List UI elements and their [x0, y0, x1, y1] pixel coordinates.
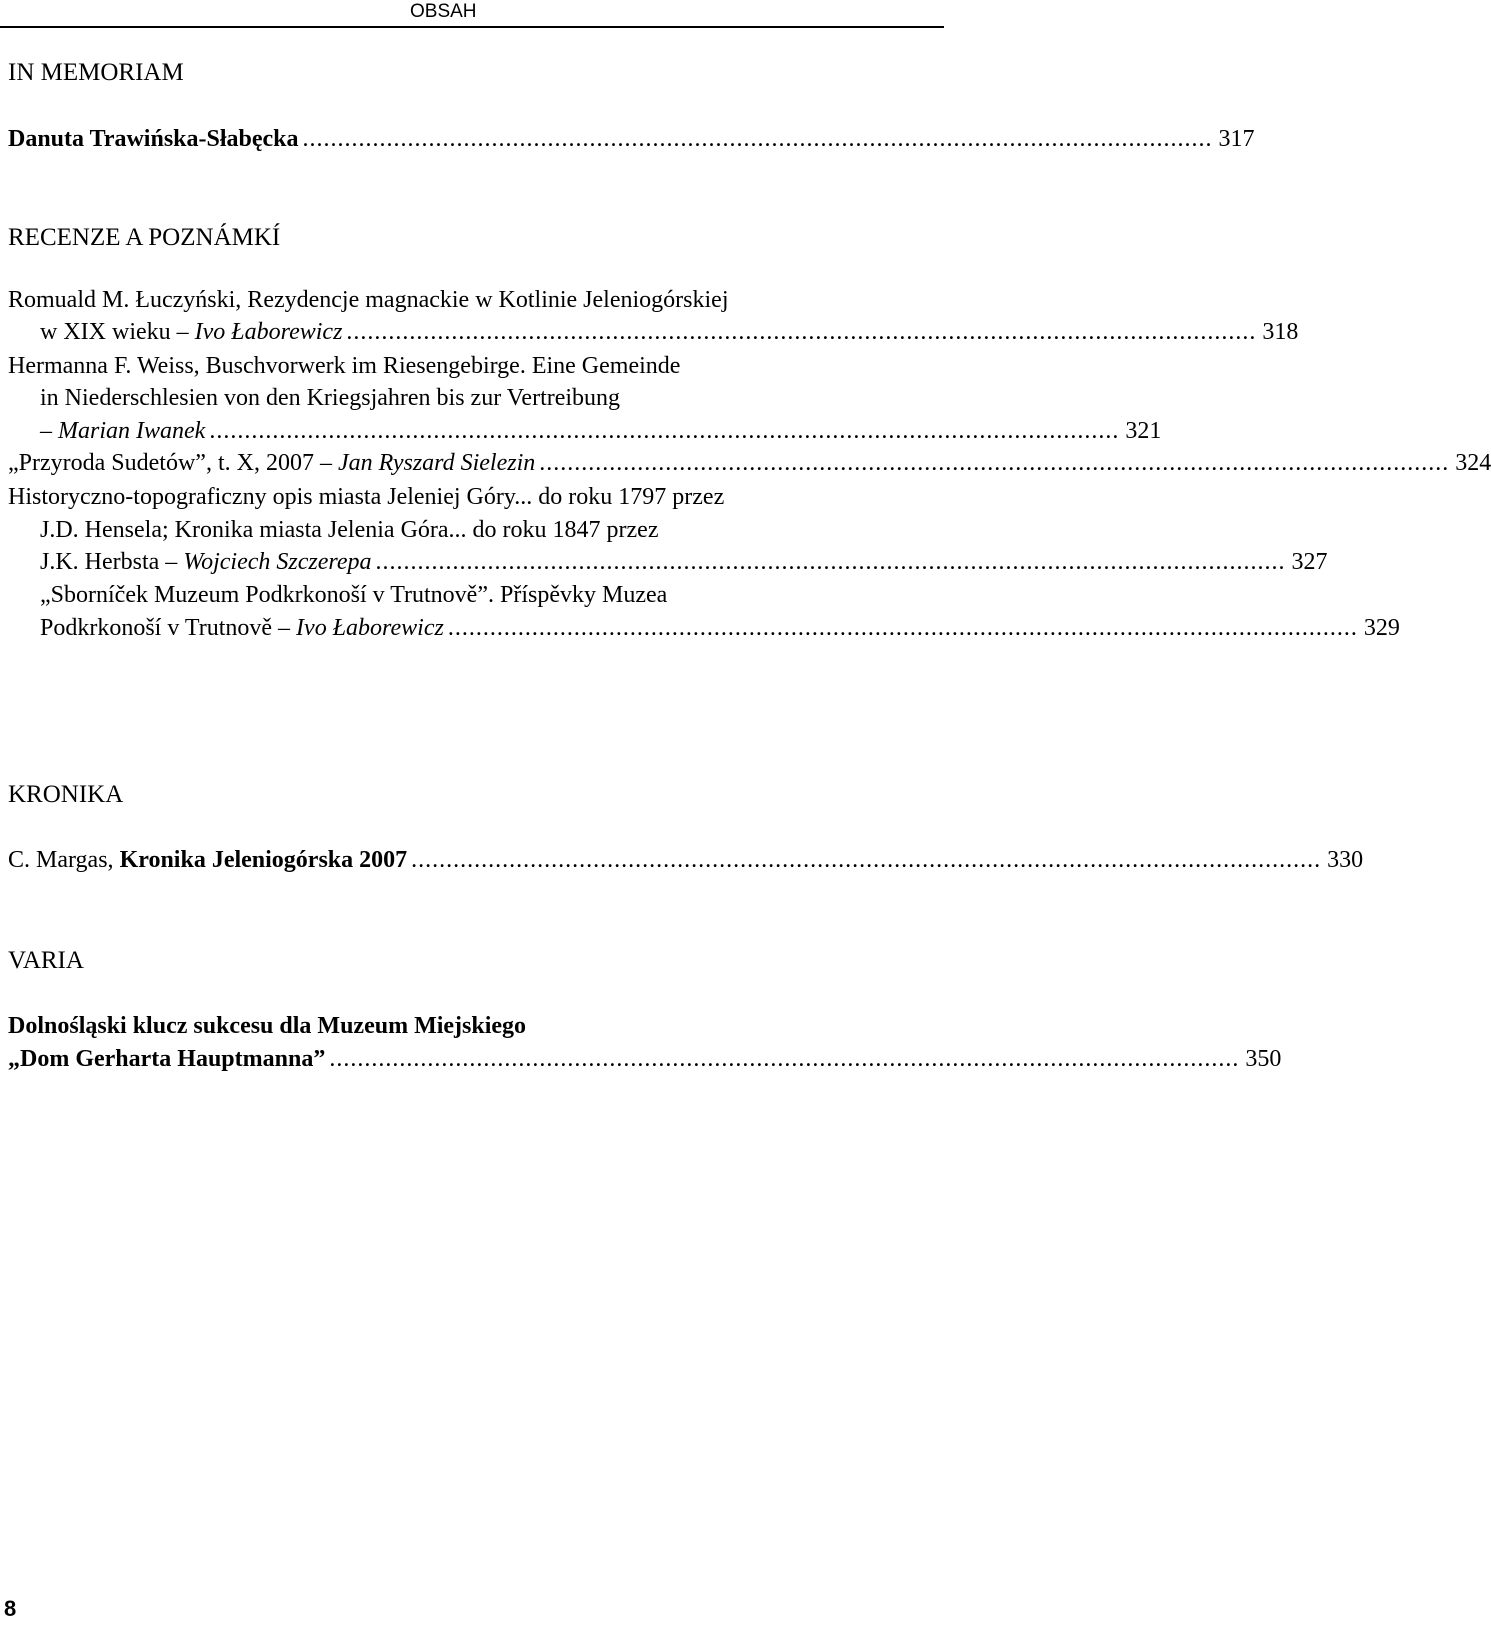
entry-text: Podkrkonoší v Trutnově –	[40, 615, 297, 641]
entry-page: 329	[1363, 615, 1400, 641]
page-header	[0, 0, 944, 28]
entry-line: in Niederschlesien von den Kriegsjahren bis zur Vertreibung	[40, 385, 621, 411]
toc-entry	[40, 546, 1328, 578]
leader-dots: ..................................................................................................................................	[302, 126, 1213, 152]
entry-page: 318	[1262, 319, 1299, 345]
entry-text: w XIX wieku –	[40, 319, 195, 345]
entry-page: 317	[1218, 126, 1255, 152]
entry-line: Historyczno-topograficzny opis miasta Jeleniej Góry... do roku 1797 przez	[8, 484, 725, 510]
entry-page: 330	[1327, 847, 1364, 873]
leader-dots: ..................................................................................................................................	[209, 418, 1120, 444]
toc-entry	[8, 123, 1255, 155]
entry-page: 321	[1125, 418, 1162, 444]
entry-author: Jan Ryszard Sielezin	[337, 450, 536, 476]
leader-dots: ..................................................................................................................................	[411, 847, 1322, 873]
toc-entry	[8, 1043, 1282, 1075]
toc-entry	[8, 844, 1364, 876]
leader-dots: ..................................................................................................................................	[375, 549, 1286, 575]
leader-dots: ..................................................................................................................................	[447, 615, 1358, 641]
toc-entry	[40, 612, 1400, 644]
leader-dots: ..................................................................................................................................	[539, 450, 1450, 476]
entry-author: Marian Iwanek	[58, 418, 206, 444]
toc-entry	[8, 447, 1491, 479]
entry-line: Hermanna F. Weiss, Buschvorwerk im Riesengebirge. Eine Gemeinde	[8, 353, 681, 379]
section-heading-reviews: RECENZE A POZNÁMKÍ	[8, 224, 281, 251]
entry-title: Danuta Trawińska-Słabęcka	[8, 126, 299, 152]
leader-dots: ..................................................................................................................................	[329, 1046, 1240, 1072]
toc-entry	[40, 415, 1162, 447]
leader-dots: ..................................................................................................................................	[346, 319, 1257, 345]
entry-line: Romuald M. Łuczyński, Rezydencje magnackie w Kotlinie Jeleniogórskiej	[8, 287, 729, 313]
entry-title: „Dom Gerharta Hauptmanna”	[8, 1046, 326, 1072]
entry-page: 327	[1291, 549, 1328, 575]
entry-line: J.D. Hensela; Kronika miasta Jelenia Góra... do roku 1847 przez	[40, 517, 659, 543]
entry-author: Ivo Łaborewicz	[296, 615, 444, 641]
entry-text: C. Margas,	[8, 847, 120, 873]
section-heading-varia: VARIA	[8, 947, 84, 974]
entry-line: „Sborníček Muzeum Podkrkonoší v Trutnově”. Příspěvky Muzea	[40, 582, 668, 608]
section-heading-chronicle: KRONIKA	[8, 781, 124, 808]
entry-author: Wojciech Szczerepa	[183, 549, 372, 575]
entry-line: Dolnośląski klucz sukcesu dla Muzeum Miejskiego	[8, 1013, 527, 1039]
entry-text: „Przyroda Sudetów”, t. X, 2007 –	[8, 450, 338, 476]
entry-title: Kronika Jeleniogórska 2007	[119, 847, 408, 873]
page-number: 8	[4, 1596, 17, 1621]
entry-author: Ivo Łaborewicz	[194, 319, 343, 345]
section-heading-in-memoriam: IN MEMORIAM	[8, 59, 184, 86]
entry-page: 350	[1245, 1046, 1282, 1072]
toc-entry	[40, 316, 1299, 348]
entry-text: J.K. Herbsta –	[40, 549, 184, 575]
entry-page: 324	[1455, 450, 1491, 476]
entry-text: –	[40, 418, 58, 444]
header-title: OBSAH	[410, 1, 477, 22]
